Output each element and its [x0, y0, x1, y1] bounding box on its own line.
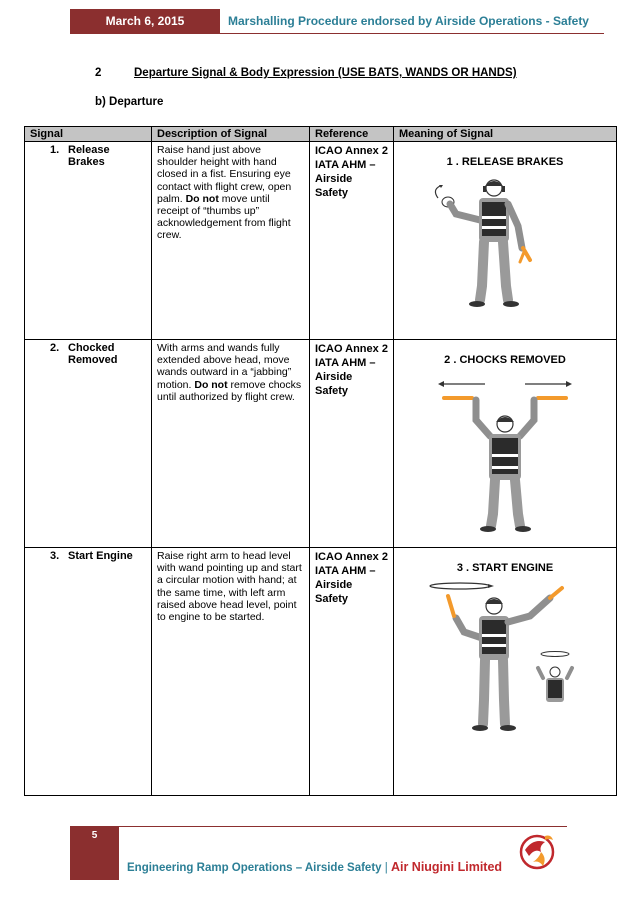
reference-line: ICAO Annex 2 [315, 551, 388, 563]
footer-separator: | [381, 862, 391, 874]
footer-page-box [70, 826, 119, 880]
header-signal: Signal [25, 127, 152, 142]
table-row [25, 548, 617, 796]
section-title: Departure Signal & Body Expression (USE BATS, WANDS OR HANDS) [134, 67, 517, 79]
start-engine-illustration [394, 578, 616, 738]
meaning-cell [394, 142, 617, 340]
page-number: 5 [91, 830, 98, 841]
meaning-title: 3 . START ENGINE [456, 562, 554, 574]
header-meaning: Meaning of Signal [394, 127, 617, 142]
release-brakes-illustration [394, 176, 616, 326]
description-text-cont: move until receipt of “thumbs up” acknowledgement from flight crew. [157, 192, 291, 242]
section-subtitle: b) Departure [95, 96, 164, 108]
footer-rule [70, 826, 567, 827]
signal-name: Start Engine [68, 550, 133, 562]
table-header-row [25, 127, 617, 142]
reference-line: Airside Safety [315, 579, 353, 605]
signal-name: Chocked Removed [68, 342, 118, 366]
description-text: With arms and wands fully extended above head, move wands outward in a “jabbing” motion. [157, 342, 292, 391]
header-reference: Reference [310, 127, 394, 142]
meaning-title: 1 . RELEASE BRAKES [446, 156, 564, 168]
meaning-cell [394, 548, 617, 796]
description-cell [152, 548, 310, 796]
reference-cell [310, 142, 394, 340]
table-row [25, 142, 617, 340]
header-title: Marshalling Procedure endorsed by Airside Operations - Safety [228, 14, 589, 28]
reference-cell [310, 548, 394, 796]
header-date: March 6, 2015 [105, 14, 185, 28]
reference-line: IATA AHM – [315, 159, 376, 171]
description-text: Raise right arm to head level with wand pointing up and start a circular motion with hand; at the same time, with left arm raised above head level, point to engine to be started. [157, 550, 302, 624]
description-text: Raise hand just above shoulder height with hand closed in a fist. Ensuring eye contact with flight crew, open palm. [157, 144, 292, 205]
reference-cell [310, 340, 394, 548]
signal-number: 3. [50, 550, 60, 562]
reference-line: IATA AHM – [315, 565, 376, 577]
reference-line: Airside Safety [315, 173, 353, 199]
description-cell [152, 340, 310, 548]
description-cell [152, 142, 310, 340]
air-niugini-logo-icon [515, 830, 557, 872]
reference-line: ICAO Annex 2 [315, 145, 388, 157]
header-rule [70, 33, 604, 34]
signal-number: 2. [50, 342, 60, 354]
footer-text: Engineering Ramp Operations – Airside Safety [127, 862, 382, 874]
description-emphasis: Do not [194, 378, 228, 391]
header-description: Description of Signal [152, 127, 310, 142]
footer-text-line [127, 860, 502, 874]
reference-line: IATA AHM – [315, 357, 376, 369]
meaning-cell [394, 340, 617, 548]
chocks-removed-illustration [394, 374, 616, 534]
reference-line: Airside Safety [315, 371, 353, 397]
signal-cell [25, 142, 152, 340]
reference-line: ICAO Annex 2 [315, 343, 388, 355]
company-name: Air Niugini Limited [390, 860, 503, 874]
signal-name: Release Brakes [68, 144, 110, 168]
signal-number: 1. [50, 144, 60, 156]
description-text-cont: remove chocks until authorized by flight crew. [157, 378, 302, 403]
signal-cell [25, 340, 152, 548]
table-row [25, 340, 617, 548]
header-date-box [70, 9, 220, 33]
meaning-title: 2 . CHOCKS REMOVED [444, 354, 566, 366]
signals-table [24, 126, 617, 796]
section-number: 2 [95, 67, 102, 79]
description-emphasis: Do not [185, 192, 219, 205]
signal-cell [25, 548, 152, 796]
